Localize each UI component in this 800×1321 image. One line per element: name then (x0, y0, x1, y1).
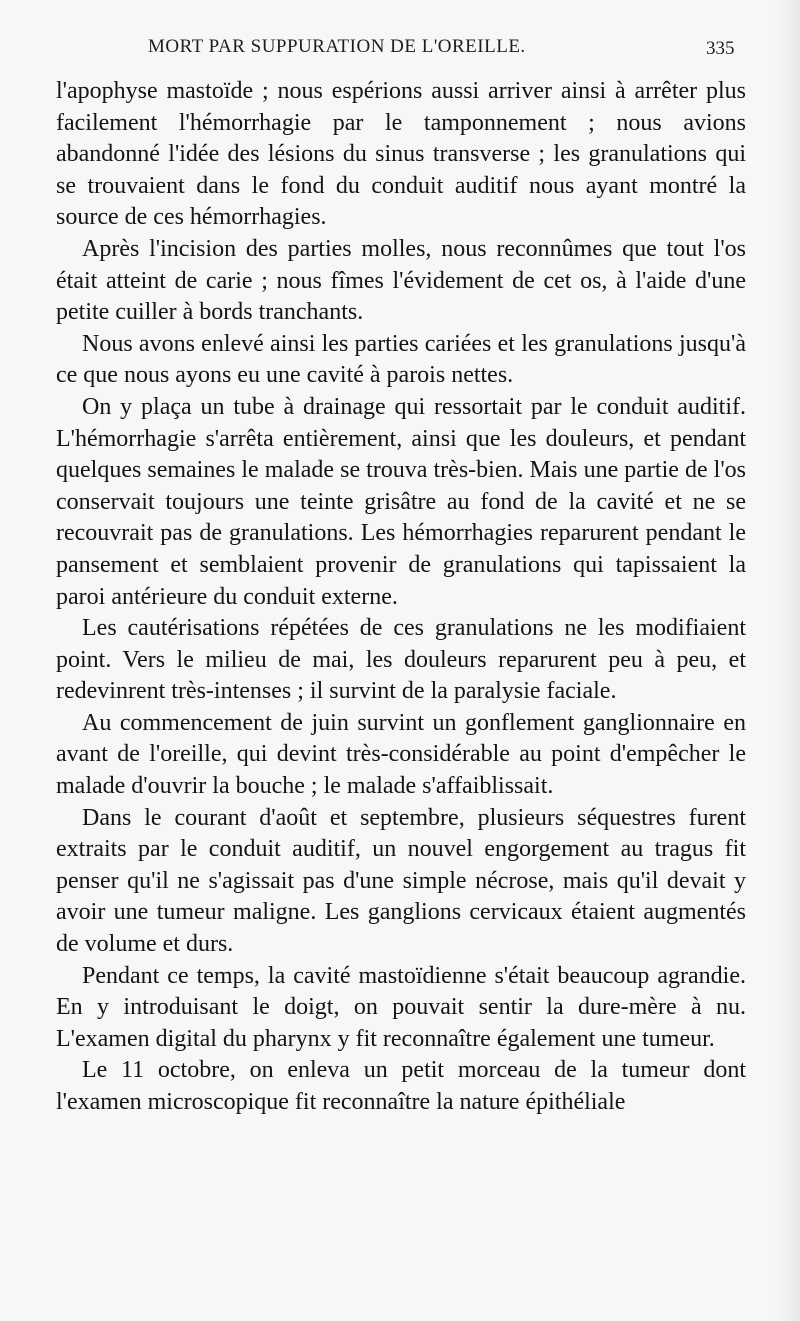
paragraph: Pendant ce temps, la cavité mastoïdienne s'était beaucoup agrandie. En y introduisant le doigt, on pouvait sentir la dure-mère à nu. L'examen digital du pharynx y fit reconnaître également une tumeur. (56, 962, 746, 1052)
paragraph: Au commencement de juin survint un gonflement ganglionnaire en avant de l'oreille, qui devint très-considérable au point d'empêcher le malade d'ouvrir la bouche ; le malade s'affaiblissait. (56, 709, 746, 800)
running-head: MORT PAR SUPPURATION DE L'OREILLE. (148, 36, 526, 57)
paragraph: l'apophyse mastoïde ; nous espérions aussi arriver ainsi à arrêter plus facilement l'hémorrhagie par le tamponnement ; nous avions abandonné l'idée des lésions du sinus transverse ; les granulations qui se trouvaient dans le fond du conduit auditif nous ayant montré la source de ces hémorrhagies. (56, 78, 746, 231)
paragraph: Nous avons enlevé ainsi les parties cariées et les granulations jusqu'à ce que nous ayons eu une cavité à parois nettes. (56, 330, 746, 389)
paragraph: Le 11 octobre, on enleva un petit morceau de la tumeur dont l'examen microscopique fit reconnaître la nature épithéliale (56, 1057, 746, 1115)
page-header (0, 36, 800, 66)
paragraph: Après l'incision des parties molles, nous reconnûmes que tout l'os était atteint de carie ; nous fîmes l'évidement de cet os, à l'aide d'une petite cuiller à bords tranchants. (56, 235, 746, 326)
page-number: 335 (706, 38, 735, 59)
paragraph: Les cautérisations répétées de ces granulations ne les modifiaient point. Vers le milieu de mai, les douleurs reparurent peu à peu, et redevinrent très-intenses ; il survint de la paralysie faciale. (56, 615, 746, 705)
body-text (56, 76, 746, 1119)
page-edge-shadow (772, 0, 800, 1321)
paragraph: Dans le courant d'août et septembre, plusieurs séquestres furent extraits par le conduit auditif, un nouvel engorgement au tragus fit penser qu'il ne s'agissait pas d'une simple nécrose, mais qu'il devait y avoir une tumeur maligne. Les ganglions cervicaux étaient augmentés de volume et durs. (56, 804, 746, 958)
paragraph: On y plaça un tube à drainage qui ressortait par le conduit auditif. L'hémorrhagie s'arrêta entièrement, ainsi que les douleurs, et pendant quelques semaines le malade se trouva très-bien. Mais une partie de l'os conservait toujours une teinte grisâtre au fond de la cavité et ne se recouvrait pas de granulations. Les hémorrhagies reparurent pendant le pansement et semblaient provenir de granulations qui tapissaient la paroi antérieure du conduit externe. (56, 393, 746, 610)
